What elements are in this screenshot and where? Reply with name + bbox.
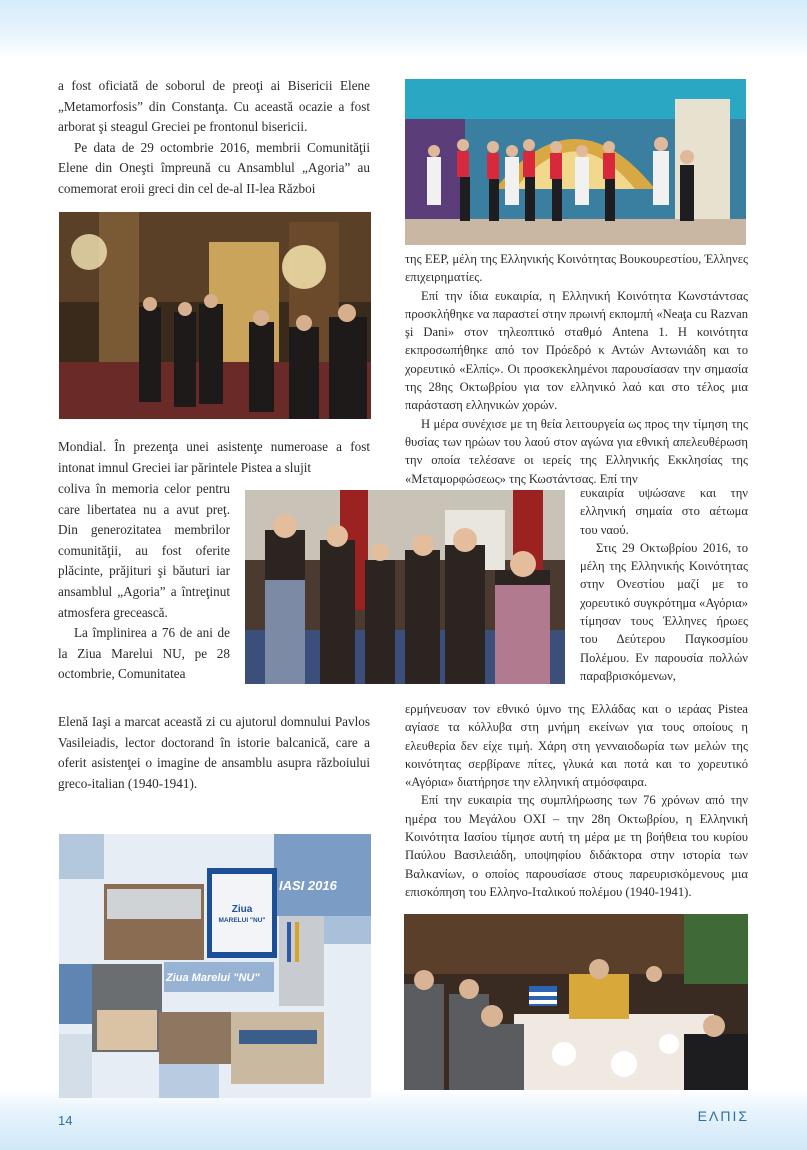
gr-paragraph-4b: ερμήνευσαν τον εθνικό ύμνο της Ελλάδας και ο ιεράας Pistea αγίασε τα κόλλυβα στη μνήμη εκείνων για τους οποίους η ελευθερία δεν είχε τιμή. Χάρη στη γενναιοδωρία των μελών της κοινότητας σερβίρανε πίτες, γλυκά και ποτά και το χορευτικό «Αγόρια» διατήρησε την ελληνική ατμόσφαιρα. [405,702,748,790]
collage-banner [214,904,270,926]
gr-text-block-1 [405,250,748,488]
header-band [0,0,807,58]
ro-paragraph-3: Mondial. În prezenţa unei asistenţe numeroase a fost intonat imnul Greciei iar părintele Pistea a slujit [58,439,370,475]
ro-text-block-1 [58,76,370,200]
collage-label-ziua: Ziua Marelui "NU" [166,972,260,984]
photo-candles-ceremony [245,490,565,684]
collage-banner-line2: MARELUI "NU" [218,917,266,924]
ro-text-block-2 [58,437,370,478]
ro-text-block-3 [58,479,230,685]
gr-paragraph-5: Επί την ευκαιρία της συμπλήρωσης των 76 χρόνων από την ημέρα του Μεγάλου ΟΧΙ – την 28η Οκτωβρίου, η Ελληνική Κοινότητα Ιασίου τίμησε αυτή τη μέρα με τη βοήθεια του κυρίου Παύλου Βασιλειάδη, υποψηφίου διδάκτορα στην ιστορία των Βαλκανίων, ο οποίος παρουσίασε στους παρευρισκόμενους μια επισκόπηση του Ελληνο-Ιταλικού πολέμου (1940-1941). [405,793,748,899]
photo-dinner-gathering [404,914,748,1090]
gr-paragraph-2: Επί την ίδια ευκαιρία, η Ελληνική Κοινότητα Κωνστάντσας προσκλήθηκε να παραστεί στην πρωινή εκπομπή «Neaţa cu Razvan şi Dani» στον τηλεοπτικό σταθμό Antena 1. Η κοινότητα εκπροσωπήθηκε από τον Πρόεδρό κ Αντών Αντωνιάδη και το χορευτικό «Ελπίς». Οι προσκεκλημένοι παρουσίασαν την σημασία της 28ης Οκτωβρίου για τον ελληνικό λαό και στο τέλος μια παράσταση ελληνικών χορών. [405,288,748,413]
magazine-name: ΕΛΠΙΣ [697,1108,749,1124]
ro-text-block-4 [58,712,370,794]
ro-paragraph-2: Pe data de 29 octombrie 2016, membrii Comunităţii Elene din Oneşti împreună cu Ansamblul „Agoria” au comemorat eroii greci din cel de-al II-lea Război [58,139,370,196]
page-number: 14 [58,1113,73,1128]
gr-text-block-2 [580,484,748,685]
gr-text-block-3 [405,700,748,901]
photo-church-ceremony [59,212,371,419]
ro-paragraph-4b: Elenă Iaşi a marcat această zi cu ajutorul domnului Pavlos Vasileiadis, lector doctorand în istorie balcanică, care a oferit asistenţei o imagine de ansamblu asupra războiului greco-italian (1940-1941). [58,714,370,791]
gr-paragraph-3: Η μέρα συνέχισε με τη θεία λειτουργεία ως προς την τίμηση της θυσίας των ηρώων του λαού στον αγώνα για εθνική απελευθέρωση την οποία τελέσανε οι ιερείς της Ελληνικής Εκκλησίας της «Μεταμορφώσεως» της Κωστάντσας. Επί την [405,416,748,486]
ro-paragraph-1: a fost oficiată de soborul de preoţi ai Bisericii Elene „Metamorfosis” din Constanţa. Cu această ocazie a fost arborat şi steagul Greciei pe frontonul bisericii. [58,78,370,135]
collage-label-iasi: IASI 2016 [279,878,337,893]
collage-banner-line1: Ziua [231,904,253,915]
ro-paragraph-4a: La împlinirea a 76 de ani de la Ziua Marelui NU, pe 28 octombrie, Comunitatea [58,625,230,682]
gr-paragraph-4a: Στις 29 Οκτωβρίου 2016, το μέλη της Ελληνικής Κοινότητας στην Ονεστίου μαζί με το χορευτικό συγκρότημα «Αγόρια» τίμησαν τους Έλληνες ήρωες του Δεύτερου Παγκοσμίου Πολέμου. Εν παρουσία πολλών παραβρισκόμενων, [580,540,748,683]
ro-paragraph-3b: coliva în memoria celor pentru care libertatea nu a avut preţ. Din generozitatea membrilor comunităţii, au fost oferite plăcinte, prăjituri şi băuturi iar ansamblul „Agoria” a întreţinut atmosfera grecească. [58,481,230,620]
photo-tv-studio-dancers [405,79,746,245]
photo-collage-iasi [59,834,371,1098]
gr-paragraph-1: της ΕΕΡ, μέλη της Ελληνικής Κοινότητας Βουκουρεστίου, Έλληνες επιχειρηματίες. [405,252,748,285]
gr-paragraph-3b: ευκαιρία υψώσανε και την ελληνική σημαία στο αέτωμα του ναού. [580,486,748,537]
